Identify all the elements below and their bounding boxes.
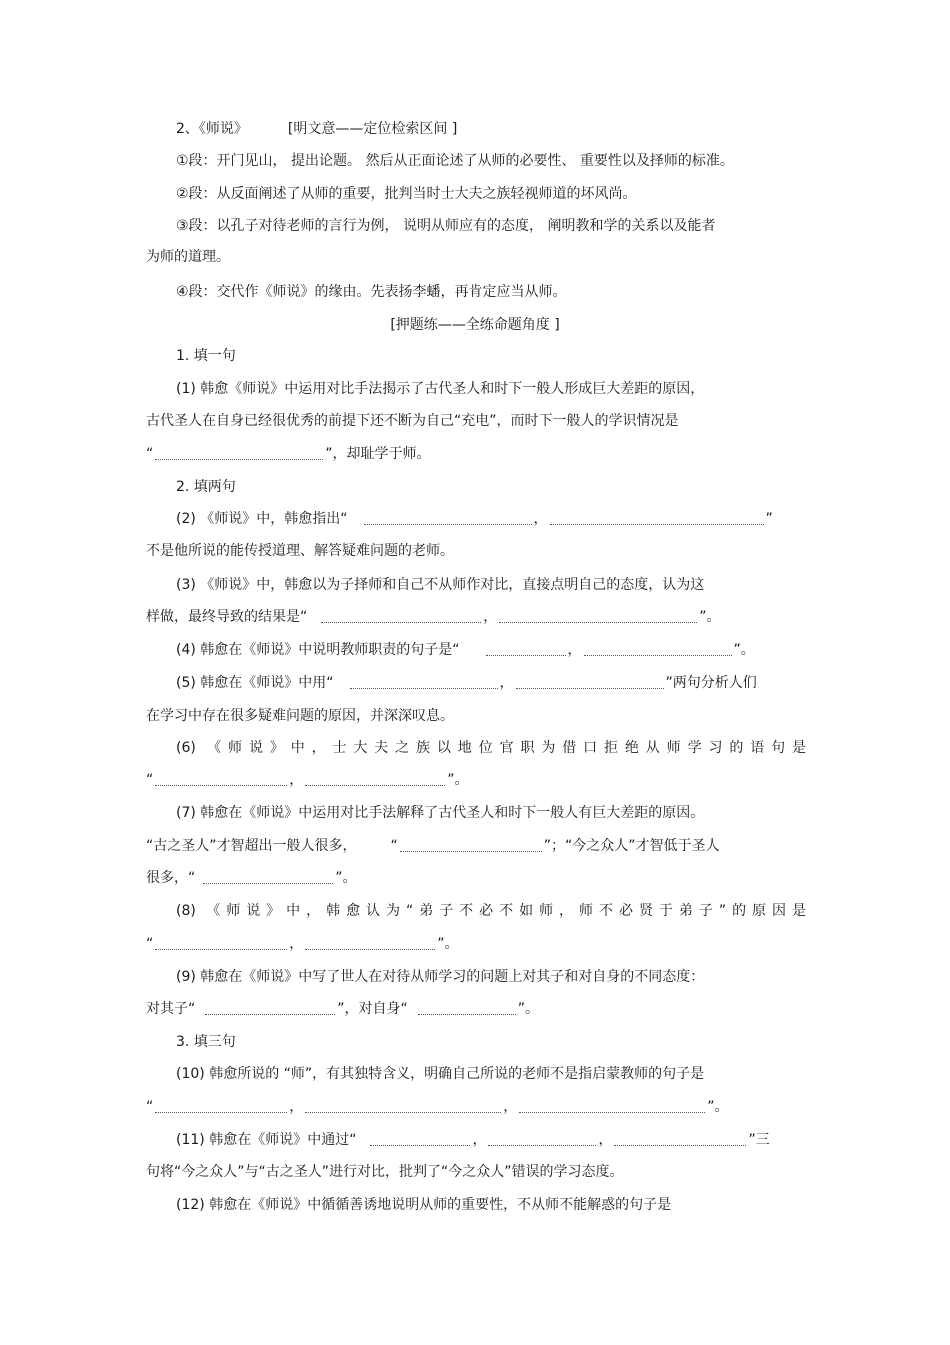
section-2-tag: [明文意——定位检索区间 ] [287, 121, 458, 137]
comma: ， [499, 675, 514, 691]
comma: ， [598, 1132, 613, 1148]
open-quote: “ [146, 1099, 154, 1115]
question-11-tail: ”三 [748, 1132, 770, 1148]
question-7-line-2 [146, 835, 806, 857]
question-7-prompt: “古之圣人”才智超出一般人很多， [146, 838, 357, 854]
question-7-tail: ”。 [335, 870, 357, 886]
answer-blank[interactable] [516, 674, 664, 689]
practice-header: [押题练——全练命题角度 ] [390, 317, 560, 333]
section-2-title: 2、《师说》 [176, 121, 248, 137]
question-2-line-1 [176, 508, 806, 530]
question-5-tail: ”两句分析人们 [665, 675, 757, 691]
fill-one-heading: 1. 填一句 [176, 348, 236, 364]
question-5-line-1 [176, 672, 806, 694]
answer-blank[interactable] [614, 1131, 746, 1146]
question-11-line-1 [176, 1129, 806, 1151]
answer-blank[interactable] [418, 1000, 516, 1015]
question-7-middle: ”；“今之众人”才智低于圣人 [543, 838, 720, 854]
answer-blank[interactable] [155, 935, 287, 950]
question-8-tail: ”。 [437, 936, 459, 952]
question-9-middle: ”，对自身“ [337, 1001, 408, 1017]
answer-blank[interactable] [305, 935, 435, 950]
question-8-line-1: (8) 《师说》中，韩愈认为“弟子不必不如师，师不必贤于弟子”的原因是 [176, 903, 806, 919]
question-1-line-1: (1) 韩愈《师说》中运用对比手法揭示了古代圣人和时下一般人形成巨大差距的原因， [176, 381, 705, 397]
answer-blank[interactable] [155, 445, 323, 460]
question-7-line-3 [146, 867, 806, 889]
paragraph-summary-2: ②段：从反面阐述了从师的重要，批判当时士大夫之族轻视师道的坏风尚。 [176, 186, 637, 202]
question-4-line [176, 639, 806, 661]
question-9-tail: ”。 [517, 1001, 540, 1017]
comma: ， [483, 609, 498, 625]
question-6-line-2 [146, 769, 806, 791]
answer-blank[interactable] [155, 771, 287, 786]
answer-blank[interactable] [519, 1098, 705, 1113]
comma: ， [533, 511, 548, 527]
question-1-tail: ”，却耻学于师。 [325, 446, 431, 462]
paragraph-summary-4: ④段：交代作《师说》的缘由。先表扬李蟠，再肯定应当从师。 [176, 284, 567, 300]
comma: ， [289, 936, 304, 952]
answer-blank[interactable] [205, 1000, 335, 1015]
question-2-line-2: 不是他所说的能传授道理、解答疑难问题的老师。 [146, 543, 454, 559]
question-9-line-2 [146, 998, 806, 1020]
question-10-line-1: (10) 韩愈所说的 “师”，有其独特含义，明确自己所说的老师不是指启蒙教师的句子是 [176, 1066, 705, 1082]
comma: ， [289, 1099, 304, 1115]
question-6-tail: ”。 [447, 772, 469, 788]
answer-blank[interactable] [155, 1098, 287, 1113]
question-3-line-2 [146, 606, 806, 628]
question-11-line-2: 句将“今之众人”与“古之圣人”进行对比，批判了“今之众人”错误的学习态度。 [146, 1164, 624, 1180]
question-1-line-3 [146, 443, 806, 465]
question-3-tail: ”。 [699, 609, 721, 625]
comma: ， [472, 1132, 487, 1148]
answer-blank[interactable] [370, 1131, 470, 1146]
question-11-prompt: (11) 韩愈在《师说》中通过“ [176, 1132, 357, 1148]
answer-blank[interactable] [584, 641, 732, 656]
question-10-tail: ”。 [707, 1099, 729, 1115]
answer-blank[interactable] [486, 641, 566, 656]
question-7-prompt-2: 很多，“ [146, 870, 196, 886]
question-1-line-2: 古代圣人在自身已经很优秀的前提下还不断为自己“充电”，而时下一般人的学识情况是 [146, 413, 679, 429]
question-10-line-2 [146, 1096, 806, 1118]
paragraph-summary-1: ①段：开门见山， 提出论题。 然后从正面论述了从师的必要性、 重要性以及择师的标准。 [176, 153, 734, 169]
answer-blank[interactable] [400, 837, 542, 852]
section-2-heading [176, 118, 806, 140]
answer-blank[interactable] [305, 771, 445, 786]
answer-blank[interactable] [488, 1131, 596, 1146]
question-5-prompt: (5) 韩愈在《师说》中用“ [176, 675, 334, 691]
answer-blank[interactable] [364, 510, 532, 525]
paragraph-summary-3: ③段：以孔子对待老师的言行为例， 说明从师应有的态度， 阐明教和学的关系以及能者 [176, 218, 716, 234]
question-7-line-1: (7) 韩愈在《师说》中运用对比手法解释了古代圣人和时下一般人有巨大差距的原因。 [176, 805, 705, 821]
question-9-line-1: (9) 韩愈在《师说》中写了世人在对待从师学习的问题上对其子和对自身的不同态度： [176, 969, 705, 985]
open-quote: “ [390, 838, 398, 854]
comma: ， [567, 642, 582, 658]
close-quote: ” [765, 511, 773, 527]
answer-blank[interactable] [203, 869, 333, 884]
answer-blank[interactable] [499, 608, 697, 623]
answer-blank[interactable] [305, 1098, 501, 1113]
question-9-prompt: 对其子“ [146, 1001, 196, 1017]
question-2-prompt: (2) 《师说》中，韩愈指出“ [176, 511, 348, 527]
open-quote: “ [146, 936, 154, 952]
comma: ， [289, 772, 304, 788]
question-5-line-2: 在学习中存在很多疑难问题的原因，并深深叹息。 [146, 708, 454, 724]
answer-blank[interactable] [550, 510, 764, 525]
question-6-line-1: (6) 《师说》中，士大夫之族以地位官职为借口拒绝从师学习的语句是 [176, 740, 806, 756]
open-quote: “ [146, 446, 154, 462]
comma: ， [503, 1099, 518, 1115]
question-8-line-2 [146, 933, 806, 955]
paragraph-summary-3-cont: 为师的道理。 [146, 249, 230, 265]
open-quote: “ [146, 772, 154, 788]
question-3-line-1: (3) 《师说》中，韩愈以为子择师和自己不从师作对比，直接点明自己的态度，认为这 [176, 577, 705, 593]
question-3-prompt: 样做，最终导致的结果是“ [146, 609, 308, 625]
question-4-tail: ”。 [733, 642, 755, 658]
answer-blank[interactable] [350, 674, 498, 689]
answer-blank[interactable] [321, 608, 481, 623]
fill-three-heading: 3. 填三句 [176, 1034, 236, 1050]
fill-two-heading: 2. 填两句 [176, 479, 236, 495]
question-12-line-1: (12) 韩愈在《师说》中循循善诱地说明从师的重要性，不从师不能解惑的句子是 [176, 1197, 672, 1213]
question-4-prompt: (4) 韩愈在《师说》中说明教师职责的句子是“ [176, 642, 460, 658]
